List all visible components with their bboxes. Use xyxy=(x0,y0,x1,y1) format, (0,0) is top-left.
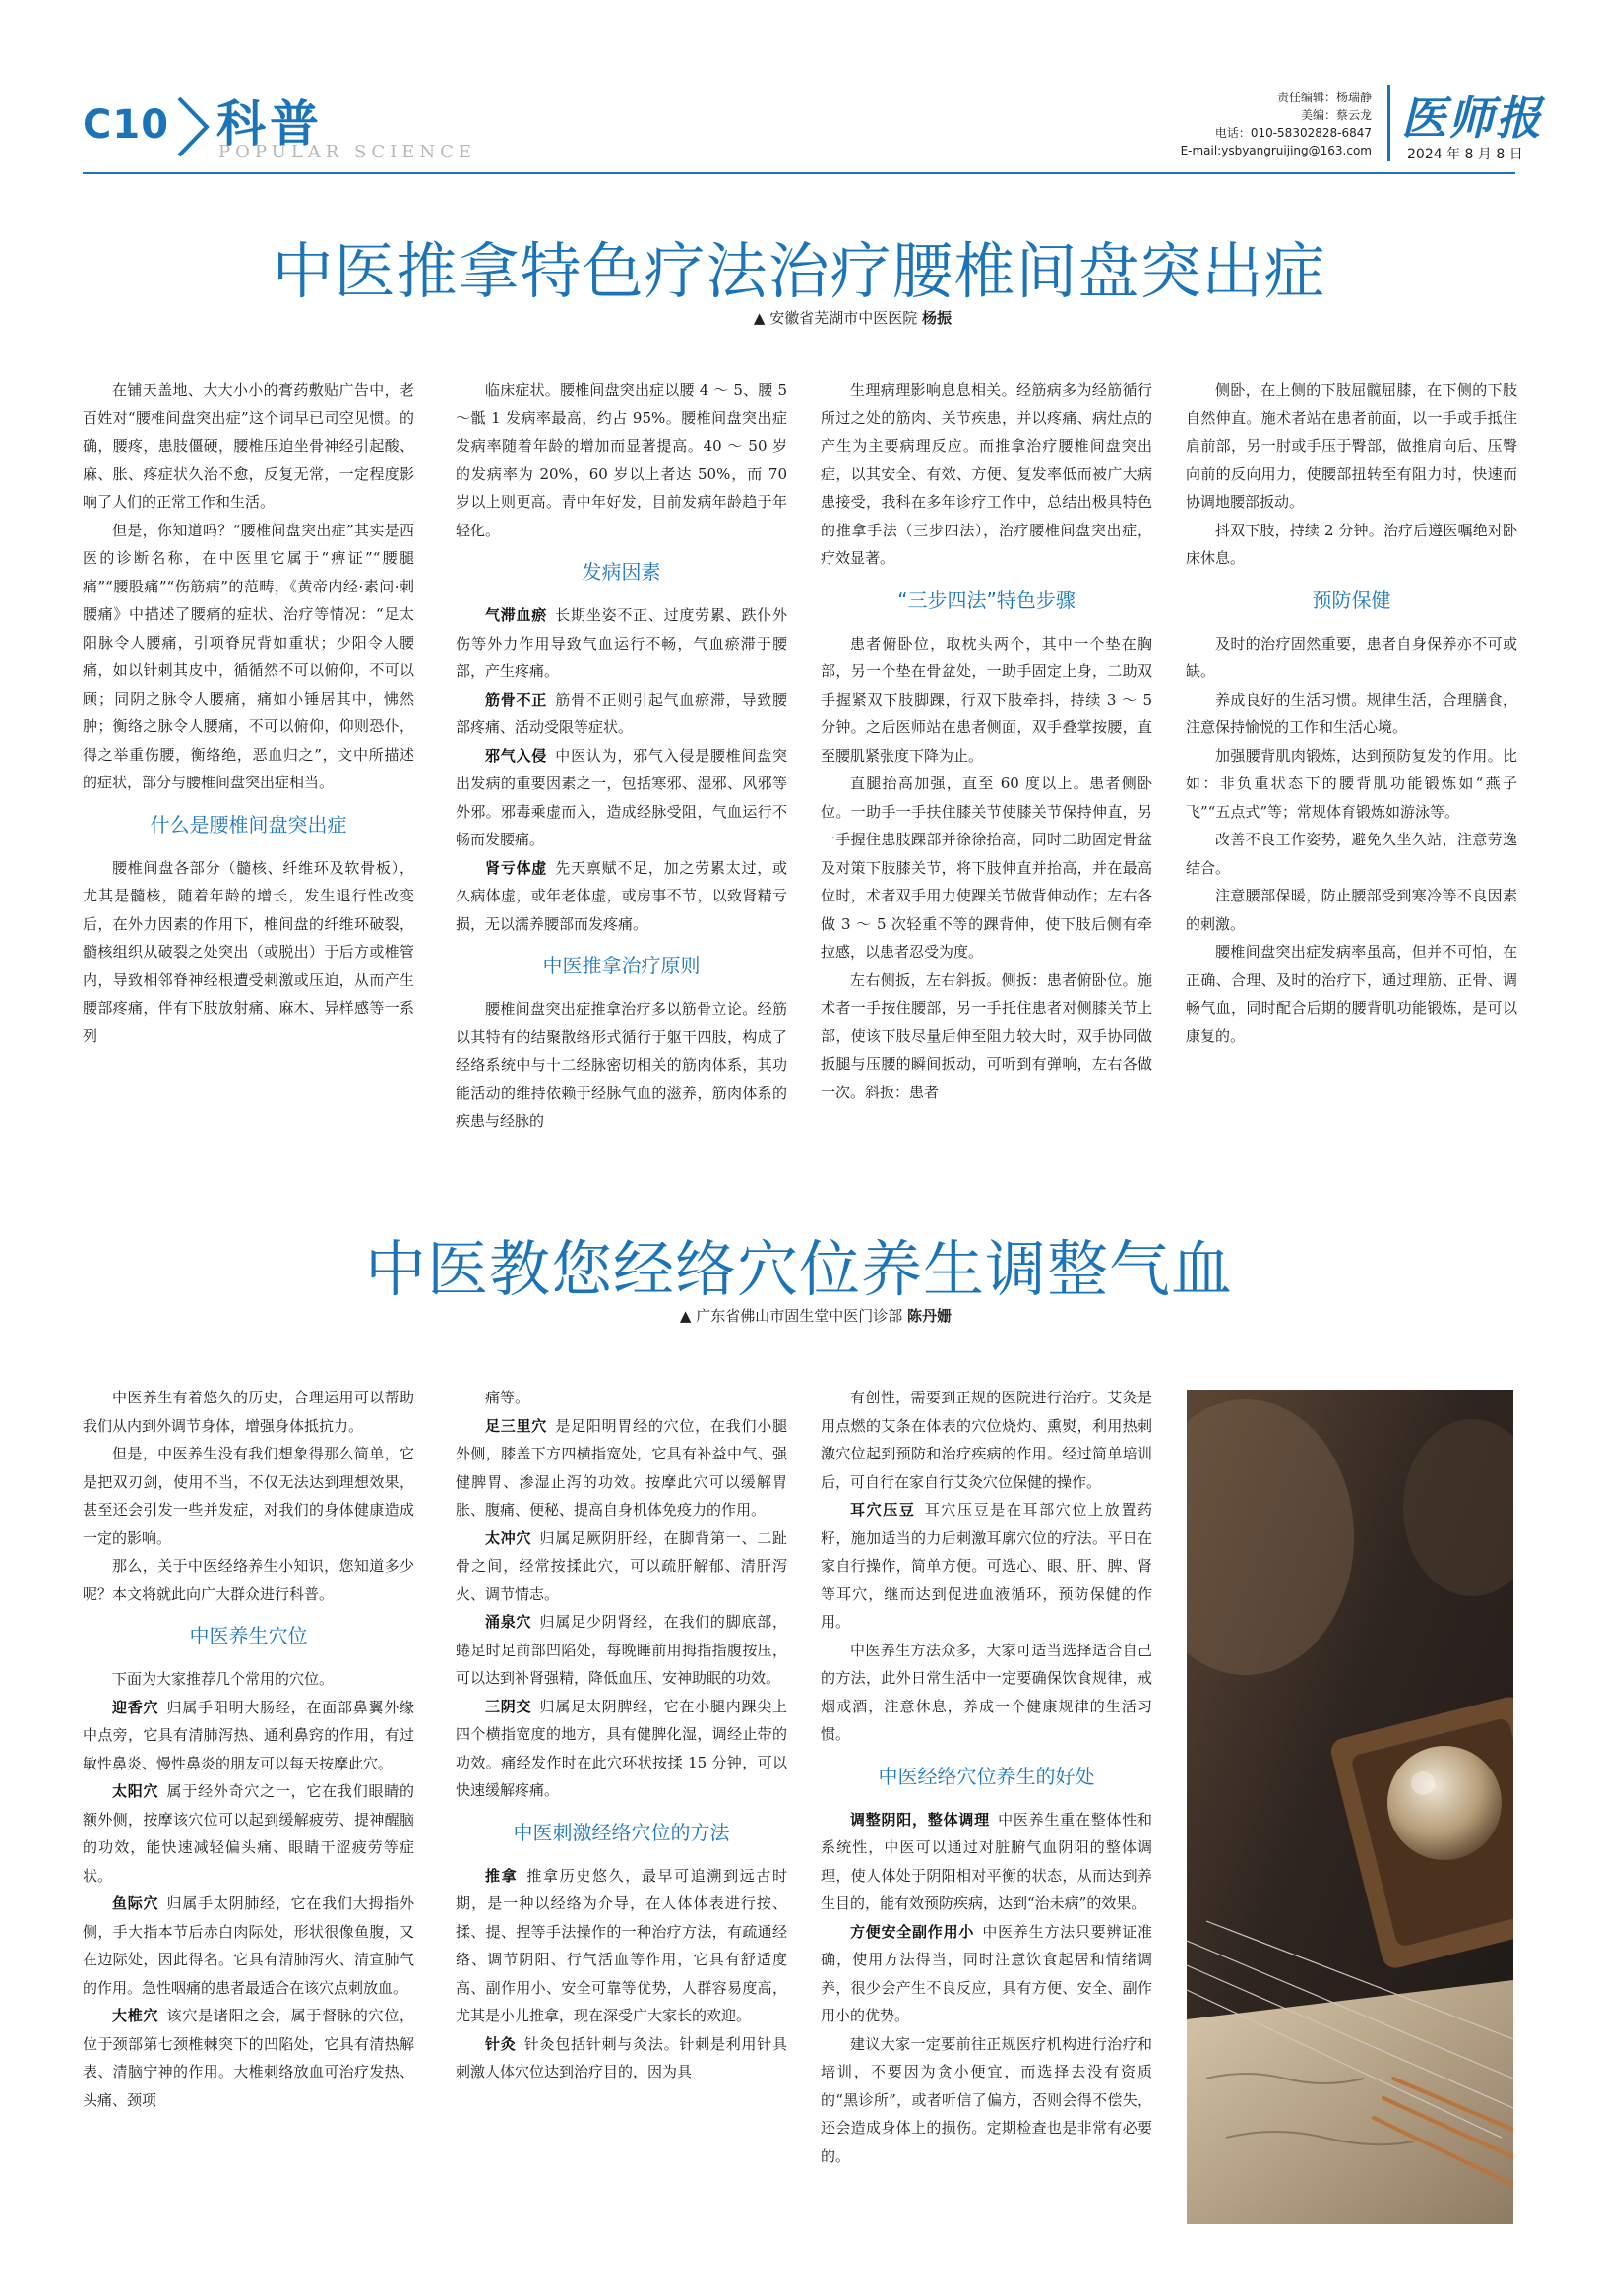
paragraph xyxy=(821,1918,1152,2030)
article2-column-1 xyxy=(83,1384,414,2114)
paragraph xyxy=(83,1694,414,1778)
subheading: “三步四法”特色步骤 xyxy=(897,588,1076,612)
article2-title: 中医教您经络穴位养生调整气血 xyxy=(364,1233,1233,1305)
paragraph: 在铺天盖地、大大小小的膏药敷贴广告中，老百姓对“腰椎间盘突出症”这个词早已司空见惯。的确，腰疼，患肢僵硬，腰椎压迫坐骨神经引起酸、麻、胀、疼症状久治不愈，反复无常，一定程度影响了人们的正常工作和生活。 xyxy=(83,381,414,511)
term: 推拿 xyxy=(485,1866,519,1885)
article2-column-3 xyxy=(821,1384,1152,2170)
section-subtitle: POPULAR SCIENCE xyxy=(218,142,477,162)
paragraph xyxy=(456,1524,787,1609)
paragraph-text: 先天禀赋不足，加之劳累太过，或久病体虚，或年老体虚，或房事不节，以致肾精亏损，无以濡养腰部而发疼痛。 xyxy=(456,858,787,933)
paragraph xyxy=(821,1496,1152,1637)
paragraph: 直腿抬高加强，直至 60 度以上。患者侧卧位。一助手一手扶住膝关节使膝关节保持伸直，另一手握住患肢踝部并徐徐抬高，同时二助固定骨盆及对策下肢膝关节，将下肢伸直并抬高，并在最高位时，术者双手用力使踝关节做背伸动作；左右各做 3 ～ 5 次轻重不等的踝背伸，使下肢后侧有牵拉感，以患者忍受为度。 xyxy=(821,775,1152,961)
paragraph xyxy=(456,1693,787,1805)
paragraph: 患者俯卧位，取枕头两个，其中一个垫在胸部，另一个垫在骨盆处，一助手固定上身，二助双手握紧双下肢脚踝，行双下肢牵抖，持续 3 ～ 5 分钟。之后医师站在患者侧面，双手叠掌按腰，直至腰肌紧张度下降为止。 xyxy=(821,634,1152,765)
paragraph-text: 归属足厥阴肝经，在脚背第一、二趾骨之间，经常按揉此穴，可以疏肝解郁、清肝泻火、调节情志。 xyxy=(456,1528,787,1603)
term: 鱼际穴 xyxy=(112,1894,159,1912)
paragraph-text: 中医养生方法只要辨证准确，使用方法得当，同时注意饮食起居和情绪调养，很少会产生不良反应，具有方便、安全、副作用小的优势。 xyxy=(821,1922,1152,2024)
article1-column-2 xyxy=(456,376,787,1136)
article1-title: 中医推拿特色疗法治疗腰椎间盘突出症 xyxy=(272,235,1326,307)
paragraph: 痛等。 xyxy=(485,1389,530,1406)
term: 太阳穴 xyxy=(112,1782,159,1800)
paragraph: 生理病理影响息息相关。经筋病多为经筋循行所过之处的筋肉、关节疾患，并以疼痛、病灶点的产生为主要病理反应。而推拿治疗腰椎间盘突出症，以其安全、有效、方便、复发率低而被广大病患接受，我科在多年诊疗工作中，总结出极具特色的推拿手法（三步四法），治疗腰椎间盘突出症，疗效显著。 xyxy=(821,381,1152,567)
paragraph xyxy=(456,742,787,854)
paragraph-text: 针灸包括针刺与灸法。针刺是利用针具刺激人体穴位达到治疗目的，因为具 xyxy=(456,2034,787,2080)
paragraph-text: 耳穴压豆是在耳部穴位上放置药籽，施加适当的力后刺激耳廓穴位的疗法。平日在家自行操作，简单方便。可选心、眼、肝、脾、肾等耳穴，继而达到促进血液循环，预防保健的作用。 xyxy=(821,1501,1152,1631)
section-title: 科普 xyxy=(216,95,323,153)
paragraph xyxy=(83,1777,414,1890)
term: 三阴交 xyxy=(485,1697,532,1715)
paragraph: 但是，中医养生没有我们想象得那么简单，它是把双刃剑，使用不当，不仅无法达到理想效果，甚至还会引发一些并发症，对我们的身体健康造成一定的影响。 xyxy=(83,1445,414,1547)
paragraph: 有创性，需要到正规的医院进行治疗。艾灸是用点燃的艾条在体表的穴位烧灼、熏熨，利用热刺激穴位起到预防和治疗疾病的作用。经过简单培训后，可自行在家自行艾灸穴位保健的操作。 xyxy=(821,1389,1152,1491)
acupuncture-illustration xyxy=(1187,1390,1513,2224)
editor-name: 责任编辑：杨瑞静 xyxy=(1276,91,1372,104)
editor-credits xyxy=(1116,89,1372,159)
paragraph: 那么，关于中医经络养生小知识，您知道多少呢？本文将就此向广大群众进行科普。 xyxy=(83,1557,414,1603)
article1-column-1 xyxy=(83,376,414,1050)
paragraph-text: 筋骨不正则引起气血瘀滞，导致腰部疼痛、活动受限等症状。 xyxy=(456,690,787,736)
term: 调整阴阳，整体调理 xyxy=(850,1810,990,1829)
paragraph-text: 中医养生重在整体性和系统性，中医可以通过对脏腑气血阴阳的整体调理，使人体处于阴阳相对平衡的状态，从而达到养生目的，能有效预防疾病，达到“治未病”的效果。 xyxy=(821,1810,1152,1912)
article1-column-3 xyxy=(821,376,1152,1106)
paragraph-text: 归属手阳明大肠经，在面部鼻翼外缘中点旁，它具有清肺泻热、通利鼻窍的作用，有过敏性鼻炎、慢性鼻炎的朋友可以每天按摩此穴。 xyxy=(83,1698,414,1772)
paragraph: 左右侧扳，左右斜扳。侧扳：患者俯卧位。施术者一手按住腰部，另一手托住患者对侧膝关节上部，使该下肢尽量后伸至阻力较大时，双手协同做扳腿与压腰的瞬间扳动，可听到有弹响，左右各做一次。斜扳：患者 xyxy=(821,970,1152,1101)
contact-phone: 电话：010-58302828-6847 xyxy=(1214,126,1372,140)
paragraph: 改善不良工作姿势，避免久坐久站，注意劳逸结合。 xyxy=(1186,831,1517,877)
paragraph-text: 长期坐姿不正、过度劳累、跌仆外伤等外力作用导致气血运行不畅，气血瘀滞于腰部，产生疼痛。 xyxy=(456,606,787,680)
paragraph: 临床症状。腰椎间盘突出症以腰 4 ～ 5、腰 5 ～骶 1 发病率最高，约占 95%。腰椎间盘突出症发病率随着年龄的增加而显著提高。40 ～ 50 岁的发病率为 20%，60 岁以上者达 50%，而 70 岁以上则更高。青中年好发，目前发病年龄趋于年轻化。 xyxy=(456,381,787,539)
paragraph: 腰椎间盘突出症推拿治疗多以筋骨立论。经筋以其特有的结聚散络形式循行于躯干四肢，构成了经络系统中与十二经脉密切相关的筋肉体系，其功能活动的维持依赖于经脉气血的滋养，筋肉体系的疾患与经脉的 xyxy=(456,1000,787,1130)
subheading: 发病因素 xyxy=(582,560,661,584)
term: 耳穴压豆 xyxy=(850,1501,916,1519)
chevron-right-icon xyxy=(173,94,213,159)
paragraph xyxy=(456,1608,787,1693)
paragraph-text: 归属足太阴脾经，它在小腿内踝尖上四个横指宽度的地方，具有健脾化湿，调经止带的功效。痛经发作时在此穴环状按揉 15 分钟，可以快速缓解疼痛。 xyxy=(456,1697,787,1799)
term: 大椎穴 xyxy=(112,2007,159,2024)
page-number: C10 xyxy=(83,102,170,148)
subheading: 中医养生穴位 xyxy=(189,1624,308,1647)
paragraph xyxy=(456,1412,787,1524)
term: 气滞血瘀 xyxy=(485,606,548,624)
article2-byline-author: 陈丹姗 xyxy=(906,1307,952,1325)
term: 太冲穴 xyxy=(485,1528,532,1547)
paragraph xyxy=(456,1862,787,2030)
paragraph-text: 是足阳明胃经的穴位，在我们小腿外侧，膝盖下方四横指宽处，它具有补益中气、强健脾胃、渗湿止泻的功效。按摩此穴可以缓解胃胀、腹痛、便秘、提高自身机体免疫力的作用。 xyxy=(456,1416,787,1519)
paragraph: 腰椎间盘各部分（髓核、纤维环及软骨板），尤其是髓核，随着年龄的增长，发生退行性改变后，在外力因素的作用下，椎间盘的纤维环破裂，髓核组织从破裂之处突出（或脱出）于后方或椎管内，导致相邻脊神经根遭受刺激或压迫，从而产生腰部疼痛，伴有下肢放射痛、麻木、异样感等一系列 xyxy=(83,858,414,1045)
term: 邪气入侵 xyxy=(485,746,548,765)
header-rule xyxy=(83,172,1515,174)
article2-byline-org: ▲ 广东省佛山市固生堂中医门诊部 xyxy=(679,1307,903,1325)
acupuncture-photo xyxy=(1187,1390,1513,2224)
paragraph: 但是，你知道吗？“腰椎间盘突出症”其实是西医的诊断名称，在中医里它属于“痹证”“腰腿痛”“腰股痛”“伤筋病”的范畴，《黄帝内经·素问·刺腰痛》中描述了腰痛的症状、治疗等情况：“足太阳脉令人腰痛，引项脊尻背如重状；少阳令人腰痛，如以针刺其皮中，循循然不可以俯仰，不可以顾；同阴之脉令人腰痛，痛如小锤居其中，怫然肿；衡络之脉令人腰痛，不可以俯仰，仰则恐仆，得之举重伤腰，衡络绝，恶血归之”，文中所描述的症状，部分与腰椎间盘突出症相当。 xyxy=(83,521,414,791)
masthead-logo: 医师报 xyxy=(1401,92,1543,145)
paragraph xyxy=(456,601,787,686)
term: 迎香穴 xyxy=(112,1698,159,1716)
designer-name: 美编：蔡云龙 xyxy=(1300,108,1372,122)
subheading: 中医推拿治疗原则 xyxy=(542,954,701,977)
paragraph: 抖双下肢，持续 2 分钟。治疗后遵医嘱绝对卧床休息。 xyxy=(1186,521,1517,567)
paragraph: 下面为大家推荐几个常用的穴位。 xyxy=(112,1670,335,1688)
term: 筋骨不正 xyxy=(485,690,548,709)
paragraph: 侧卧，在上侧的下肢屈髋屈膝，在下侧的下肢自然伸直。施术者站在患者前面，以一手或手抵住肩前部，另一肘或手压于臀部，做推肩向后、压臀向前的反向用力，使腰部扭转至有阻力时，快速而协调地腰部扳动。 xyxy=(1186,381,1517,511)
article1-column-4 xyxy=(1186,376,1517,1050)
article1-byline-author: 杨振 xyxy=(921,309,952,327)
paragraph xyxy=(821,1806,1152,1918)
header-divider xyxy=(1387,85,1390,161)
paragraph-text: 归属手太阴肺经，它在我们大拇指外侧，手大指本节后赤白肉际处，形状很像鱼腹，又在边际处，因此得名。它具有清肺泻火、清宣肺气的作用。急性咽痛的患者最适合在该穴点刺放血。 xyxy=(83,1894,414,1997)
paragraph: 加强腰背肌肉锻炼，达到预防复发的作用。比如：非负重状态下的腰背肌功能锻炼如“燕子飞”“五点式”等；常规体育锻炼如游泳等。 xyxy=(1186,746,1517,821)
paragraph: 中医养生方法众多，大家可适当选择适合自己的方法，此外日常生活中一定要确保饮食规律，戒烟戒酒，注意休息，养成一个健康规律的生活习惯。 xyxy=(821,1641,1152,1743)
paragraph-text: 归属足少阴肾经，在我们的脚底部，蜷足时足前部凹陷处，每晚睡前用拇指指腹按压，可以达到补肾强精，降低血压、安神助眠的功效。 xyxy=(456,1613,787,1687)
article1-byline xyxy=(689,307,952,328)
term: 足三里穴 xyxy=(485,1416,548,1435)
subheading: 中医经络穴位养生的好处 xyxy=(878,1764,1095,1788)
paragraph xyxy=(456,854,787,939)
article2-byline xyxy=(640,1305,952,1326)
term: 针灸 xyxy=(485,2034,517,2053)
paragraph-text: 属于经外奇穴之一，它在我们眼睛的额外侧，按摩该穴位可以起到缓解疲劳、提神醒脑的功效，能快速减轻偏头痛、眼睛干涩疲劳等症状。 xyxy=(83,1782,414,1885)
paragraph-text: 该穴是诸阳之会，属于督脉的穴位，位于颈部第七颈椎棘突下的凹陷处，它具有清热解表、清脑宁神的作用。大椎刺络放血可治疗发热、头痛、颈项 xyxy=(83,2007,414,2109)
paragraph: 注意腰部保暖，防止腰部受到寒冷等不良因素的刺激。 xyxy=(1186,887,1517,933)
subheading: 中医刺激经络穴位的方法 xyxy=(513,1820,730,1844)
term: 肾亏体虚 xyxy=(485,858,548,877)
subheading: 预防保健 xyxy=(1312,588,1391,612)
paragraph xyxy=(83,1890,414,2002)
paragraph-text: 中医认为，邪气入侵是腰椎间盘突出发病的重要因素之一，包括寒邪、湿邪、风邪等外邪。邪毒乘虚而入，造成经脉受阻，气血运行不畅而发腰痛。 xyxy=(456,746,787,848)
article2-column-2 xyxy=(456,1384,787,2086)
paragraph: 及时的治疗固然重要，患者自身保养亦不可或缺。 xyxy=(1186,634,1517,680)
paragraph: 腰椎间盘突出症发病率虽高，但并不可怕，在正确、合理、及时的治疗下，通过理筋、正骨、调畅气血，同时配合后期的腰背肌功能锻炼，是可以康复的。 xyxy=(1186,943,1517,1045)
paragraph: 养成良好的生活习惯。规律生活，合理膳食，注意保持愉悦的工作和生活心境。 xyxy=(1186,690,1517,736)
article1-byline-org: ▲ 安徽省芜湖市中医医院 xyxy=(753,309,918,327)
contact-email: E-mail:ysbyangruijing@163.com xyxy=(1180,144,1372,157)
issue-date: 2024 年 8 月 8 日 xyxy=(1407,147,1523,162)
paragraph xyxy=(83,2002,414,2114)
paragraph xyxy=(456,686,787,742)
paragraph xyxy=(456,2030,787,2086)
paragraph-text: 推拿历史悠久，最早可追溯到远古时期，是一种以经络为介导，在人体体表进行按、揉、提、捏等手法操作的一种治疗方法，有疏通经络、调节阴阳、行气活血等作用，它具有舒适度高、副作用小、安全可靠等优势，人群容易度高，尤其是小儿推拿，现在深受广大家长的欢迎。 xyxy=(456,1866,787,2024)
term: 涌泉穴 xyxy=(485,1613,532,1631)
paragraph: 中医养生有着悠久的历史，合理运用可以帮助我们从内到外调节身体，增强身体抵抗力。 xyxy=(83,1389,414,1435)
term: 方便安全副作用小 xyxy=(850,1922,975,1941)
subheading: 什么是腰椎间盘突出症 xyxy=(150,812,347,837)
paragraph: 建议大家一定要前往正规医疗机构进行治疗和培训，不要因为贪小便宜，而选择去没有资质的“黑诊所”，或者听信了偏方，否则会得不偿失，还会造成身体上的损伤。定期检查也是非常有必要的。 xyxy=(821,2034,1152,2165)
